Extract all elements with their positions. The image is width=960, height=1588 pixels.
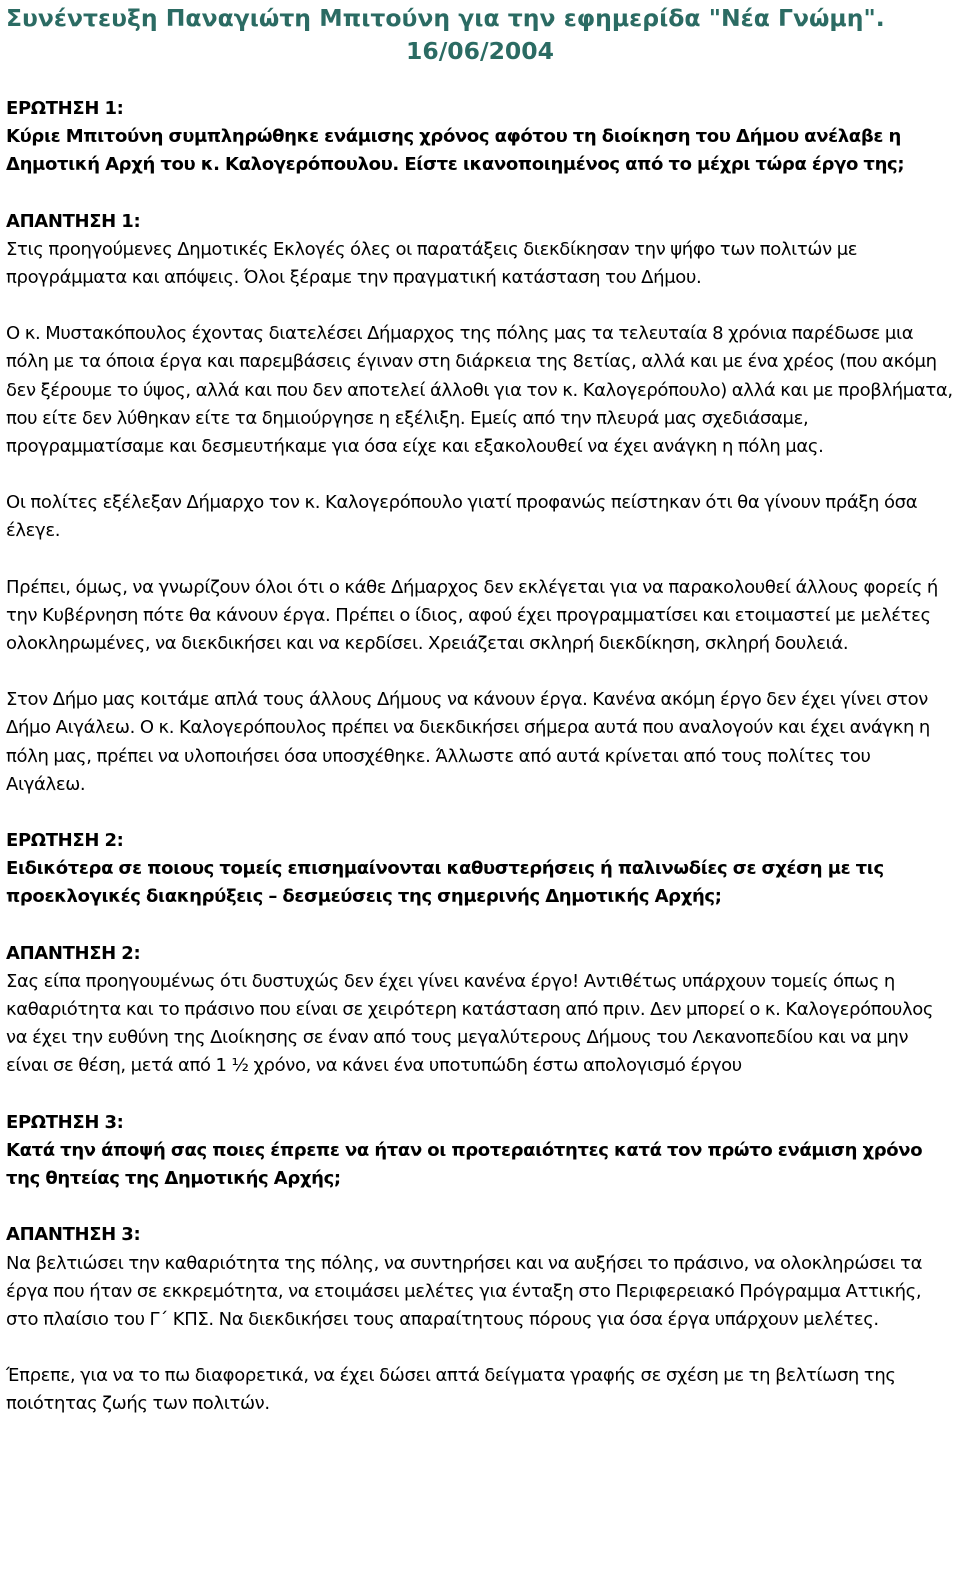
spacer — [6, 292, 954, 320]
answer-paragraph: Ο κ. Μυστακόπουλος έχοντας διατελέσει Δήμαρχος της πόλης μας τα τελευταία 8 χρόνια παρέδωσε μια πόλη με τα όποια έργα και παρεμβάσεις έγιναν στη διάρκεια της 8ετίας, αλλά και με ένα χρέος (που ακόμη δεν ξέρουμε το ύψος, αλλά και που δεν αποτελεί άλλοθι για τον κ. Καλογερόπουλο) αλλά και με προβλήματα, που είτε δεν λύθηκαν είτε τα δημιούργησε η εξέλιξη. Εμείς από την πλευρά μας σχεδιάσαμε, προγραμματίσαμε και δεσμευτήκαμε για όσα είχε και εξακολουθεί να έχει ανάγκη η πόλη μας. — [6, 323, 953, 458]
answer-label-2: ΑΠΑΝΤΗΣΗ 2: — [6, 942, 141, 964]
spacer — [6, 68, 954, 95]
spacer — [6, 1334, 954, 1362]
question-label-3: ΕΡΩΤΗΣΗ 3: — [6, 1111, 124, 1133]
question-text-3: Κατά την άποψή σας ποιες έπρεπε να ήταν οι προτεραιότητες κατά τον πρώτο ενάμιση χρόνο της θητείας της Δημοτικής Αρχής; — [6, 1139, 923, 1190]
answer-paragraph: Σας είπα προηγουμένως ότι δυστυχώς δεν έχει γίνει κανένα έργο! Αντιθέτως υπάρχουν τομείς όπως η καθαριότητα και το πράσινο που είναι σε χειρότερη κατάσταση από πριν. Δεν μπορεί ο κ. Καλογερόπουλος να έχει την ευθύνη της Διοίκησης σε έναν από τους μεγαλύτερους Δήμους του Λεκανοπεδίου και να μην είναι σε θέση, μετά από 1 ½ χρόνο, να κάνει ένα υποτυπώδη έστω απολογισμό έργου — [6, 970, 934, 1077]
answer-paragraph: Έπρεπε, για να το πω διαφορετικά, να έχει δώσει απτά δείγματα γραφής σε σχέση με τη βελτίωση της ποιότητας ζωής των πολιτών. — [6, 1365, 896, 1415]
question-text-1: Κύριε Μπιτούνη συμπληρώθηκε ενάμισης χρόνος αφότου τη διοίκηση του Δήμου ανέλαβε η Δημοτική Αρχή του κ. Καλογερόπουλου. Είστε ικανοποιημένος από το μέχρι τώρα έργο της; — [6, 126, 905, 176]
document-title — [6, 0, 954, 68]
question-label-1: ΕΡΩΤΗΣΗ 1: — [6, 98, 124, 119]
spacer — [6, 1193, 954, 1221]
question-block-1 — [6, 95, 954, 180]
answer-label-3: ΑΠΑΝΤΗΣΗ 3: — [6, 1224, 141, 1246]
spacer — [6, 180, 954, 208]
question-block-2 — [6, 827, 954, 912]
answer-paragraph: Να βελτιώσει την καθαριότητα της πόλης, να συντηρήσει και να αυξήσει το πράσινο, να ολοκληρώσει τα έργα που ήταν σε εκκρεμότητα, να ετοιμάσει μελέτες για ένταξη στο Περιφερειακό Πρόγραμμα Αττικής, στο πλαίσιο του Γ΄ ΚΠΣ. Να διεκδικήσει τους απαραίτητους πόρους για όσα έργα υπάρχουν μελέτες. — [6, 1252, 923, 1330]
answer-paragraph: Στον Δήμο μας κοιτάμε απλά τους άλλους Δήμους να κάνουν έργα. Κανένα ακόμη έργο δεν έχει γίνει στον Δήμο Αιγάλεω. Ο κ. Καλογερόπουλος πρέπει να διεκδικήσει σήμερα αυτά που αναλογούν και έχει ανάγκη η πόλη μας, πρέπει να υλοποιήσει όσα υποσχέθηκε. Άλλωστε από αυτά κρίνεται από τους πολίτες του Αιγάλεω. — [6, 689, 930, 795]
question-block-3 — [6, 1109, 954, 1194]
question-text-2: Ειδικότερα σε ποιους τομείς επισημαίνονται καθυστερήσεις ή παλινωδίες σε σχέση με τις προεκλογικές διακηρύξεις – δεσμεύσεις της σημερινής Δημοτικής Αρχής; — [6, 858, 884, 908]
answer-paragraph: Στις προηγούμενες Δημοτικές Εκλογές όλες οι παρατάξεις διεκδίκησαν την ψήφο των πολιτών με προγράμματα και απόψεις. Όλοι ξέραμε την πραγματική κατάσταση του Δήμου. — [6, 238, 858, 289]
spacer — [6, 461, 954, 489]
answer-block-3 — [6, 1221, 954, 1418]
question-label-2: ΕΡΩΤΗΣΗ 2: — [6, 830, 124, 852]
answer-block-2 — [6, 940, 954, 1081]
answer-paragraph: Πρέπει, όμως, να γνωρίζουν όλοι ότι ο κάθε Δήμαρχος δεν εκλέγεται για να παρακολουθεί άλλους φορείς ή την Κυβέρνηση πότε θα κάνουν έργα. Πρέπει ο ίδιος, αφού έχει προγραμματίσει και ετοιμαστεί με μελέτες ολοκληρωμένες, να διεκδικήσει και να κερδίσει. Χρειάζεται σκληρή διεκδίκηση, σκληρή δουλειά. — [6, 576, 938, 655]
answer-label-1: ΑΠΑΝΤΗΣΗ 1: — [6, 210, 141, 232]
spacer — [6, 1081, 954, 1109]
answer-paragraph: Οι πολίτες εξέλεξαν Δήμαρχο τον κ. Καλογερόπουλο γιατί προφανώς πείστηκαν ότι θα γίνουν πράξη όσα έλεγε. — [6, 492, 918, 542]
title-line-1: Συνέντευξη Παναγιώτη Μπιτούνη για την εφημερίδα "Νέα Γνώμη". — [6, 4, 885, 32]
answer-block-1 — [6, 208, 954, 799]
spacer — [6, 912, 954, 940]
spacer — [6, 546, 954, 574]
spacer — [6, 799, 954, 827]
spacer — [6, 658, 954, 686]
title-date: 16/06/2004 — [406, 37, 554, 65]
